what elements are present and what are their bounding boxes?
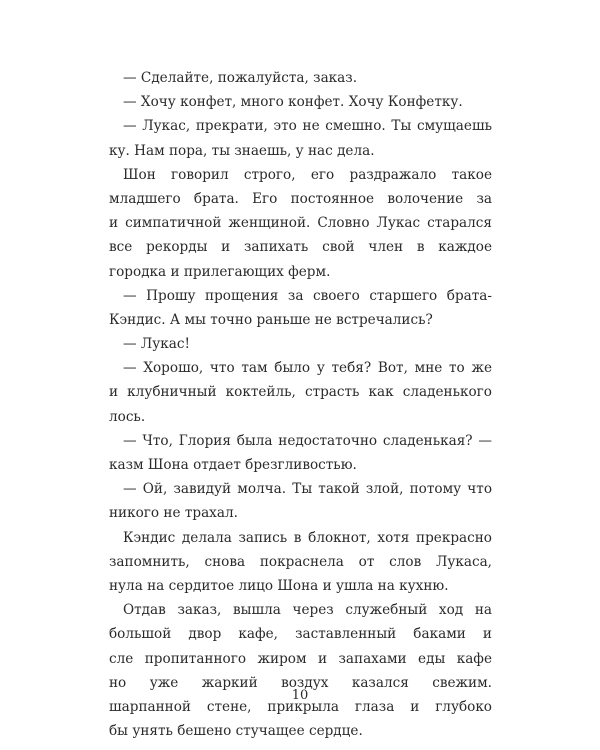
text-line: никого не трахал. [109,505,238,522]
text-line: шарпанной стене, прикрыла глаза и глубоко [109,698,492,715]
text-line: Отдав заказ, вышла через служебный ход на [123,602,492,619]
text-line: все рекорды и запихать свой член в каждое [109,239,492,256]
text-line: — Что, Глория была недостаточно сладенькая? — [123,432,492,449]
text-line: городка и прилегающих ферм. [109,263,331,280]
text-line: — Ой, завидуй молча. Ты такой злой, потому что [123,481,492,498]
text-line: — Прошу прощения за своего старшего брата- [123,287,492,304]
body-text [109,66,492,743]
text-line: младшего брата. Его постоянное волочение за [109,190,492,207]
text-line: нула на сердитое лицо Шона и ушла на кухню. [109,577,449,594]
text-line: — Лукас! [123,336,190,353]
text-line: — Лукас, прекрати, это не смешно. Ты смущаешь [123,118,492,135]
text-line: — Хочу конфет, много конфет. Хочу Конфетку. [123,94,463,111]
text-line: большой двор кафе, заставленный баками и [109,626,492,643]
text-line: бы унять бешено стучащее сердце. [109,723,363,740]
text-line: запомнить, снова покраснела от слов Лукаса, [109,553,492,570]
text-line: но уже жаркий воздух казался свежим. [109,674,492,691]
text-line: — Хорошо, что там было у тебя? Вот, мне то же [123,360,492,377]
text-line: сле пропитанного жиром и запахами еды кафе [109,650,492,667]
text-line: Шон говорил строго, его раздражало такое [123,166,492,183]
text-line: лось. [109,408,146,425]
page-number: 10 [291,688,309,703]
text-line: и клубничный коктейль, страсть как сладенького [109,384,492,401]
text-line: и симпатичной женщиной. Словно Лукас старался [109,215,492,232]
text-line: Кэндис. А мы точно раньше не встречались? [109,311,433,328]
text-line: — Сделайте, пожалуйста, заказ. [123,70,358,86]
text-line: Кэндис делала запись в блокнот, хотя прекрасно [123,529,492,546]
text-line: казм Шона отдает брезгливостью. [109,457,357,473]
text-line: ку. Нам пора, ты знаешь, у нас дела. [109,142,375,159]
